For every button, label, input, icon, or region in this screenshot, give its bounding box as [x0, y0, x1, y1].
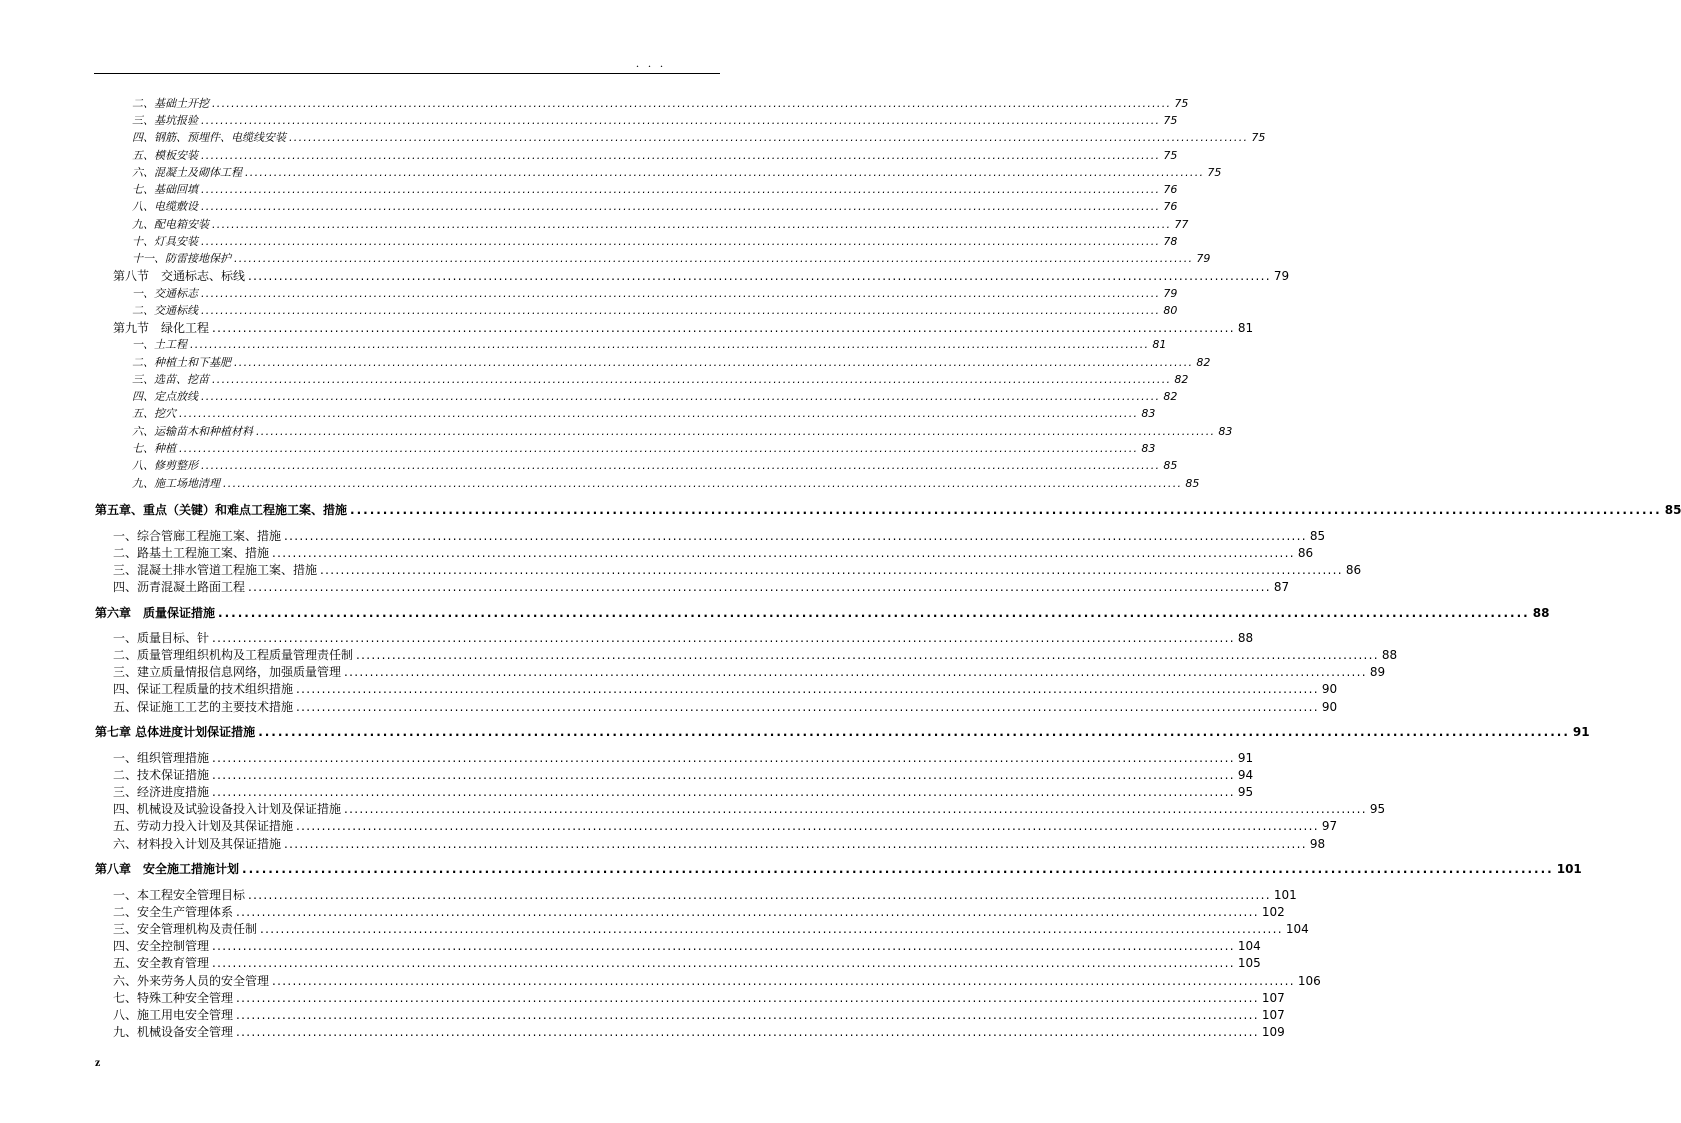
toc-entry-label: 四、机械设及试验设备投入计划及保证措施	[113, 802, 342, 816]
toc-entry-page-number: 90	[1321, 700, 1338, 714]
dot-leader: ........................................................................................................................................................................................................	[212, 631, 1235, 645]
toc-entry-label: 七、特殊工种安全管理	[113, 991, 234, 1005]
toc-item-entry[interactable]	[113, 990, 1285, 1006]
toc-entry-label: 九、机械设备安全管理	[113, 1025, 234, 1039]
dot-leader: ........................................................................................................................................................................................................	[248, 580, 1271, 594]
toc-entry-page-number: 82	[1174, 373, 1189, 386]
toc-item-entry[interactable]	[113, 955, 1261, 971]
toc-item-entry[interactable]	[132, 130, 1266, 146]
toc-item-entry[interactable]	[113, 664, 1386, 680]
toc-entry-page-number: 98	[1309, 837, 1326, 851]
toc-entry-label: 三、经济进度措施	[113, 785, 210, 799]
toc-entry-page-number: 75	[1251, 131, 1266, 144]
dot-leader: ........................................................................................................................................................................................................	[248, 888, 1271, 902]
toc-entry-page-number: 80	[1163, 304, 1178, 317]
dot-leader: ........................................................................................................................................................................................................	[201, 183, 1161, 196]
toc-entry-label: 三、安全管理机构及责任制	[113, 922, 258, 936]
toc-item-entry[interactable]	[132, 303, 1178, 319]
toc-entry-label: 六、混凝土及砌体工程	[132, 166, 242, 179]
dot-leader: ........................................................................................................................................................................................................	[201, 459, 1161, 472]
toc-entry-page-number: 109	[1261, 1025, 1285, 1039]
toc-entry-page-number: 76	[1163, 183, 1178, 196]
toc-entry-page-number: 106	[1297, 974, 1321, 988]
toc-entry-label: 一、土工程	[132, 338, 187, 351]
dot-leader: ........................................................................................................................................................................................................	[256, 425, 1216, 438]
toc-section-entry[interactable]	[113, 320, 1254, 336]
toc-item-entry[interactable]	[132, 389, 1178, 405]
toc-entry-page-number: 82	[1163, 390, 1178, 403]
toc-entry-label: 一、组织管理措施	[113, 751, 210, 765]
toc-chapter-entry[interactable]	[95, 861, 1582, 877]
dot-leader: ........................................................................................................................................................................................................	[296, 682, 1319, 696]
toc-item-entry[interactable]	[132, 406, 1156, 422]
toc-item-entry[interactable]	[113, 801, 1386, 817]
toc-item-entry[interactable]	[113, 784, 1254, 800]
toc-entry-label: 四、定点放线	[132, 390, 198, 403]
toc-entry-page-number: 94	[1237, 768, 1254, 782]
toc-entry-label: 六、材料投入计划及其保证措施	[113, 837, 282, 851]
toc-entry-page-number: 79	[1196, 252, 1211, 265]
toc-entry-label: 六、外来劳务人员的安全管理	[113, 974, 270, 988]
toc-entry-label: 四、沥青混凝土路面工程	[113, 580, 246, 594]
dot-leader: ........................................................................................................................................................................................................	[212, 751, 1235, 765]
toc-entry-page-number: 77	[1174, 218, 1189, 231]
dot-leader: ........................................................................................................................................................................................................	[234, 252, 1194, 265]
toc-entry-page-number: 76	[1163, 200, 1178, 213]
toc-entry-page-number: 88	[1381, 648, 1398, 662]
dot-leader: ........................................................................................................................................................................................................	[236, 905, 1259, 919]
toc-entry-label: 五、保证施工工艺的主要技术措施	[113, 700, 294, 714]
toc-entry-page-number: 83	[1141, 442, 1156, 455]
toc-entry-page-number: 75	[1163, 149, 1178, 162]
toc-entry-page-number: 75	[1207, 166, 1222, 179]
toc-entry-page-number: 88	[1237, 631, 1254, 645]
toc-entry-page-number: 97	[1321, 819, 1338, 833]
dot-leader: ........................................................................................................................................................................................................	[284, 529, 1307, 543]
toc-item-entry[interactable]	[113, 767, 1254, 783]
toc-entry-label: 九、配电箱安装	[132, 218, 209, 231]
dot-leader: ........................................................................................................................................................................................................	[201, 304, 1161, 317]
dot-leader: ........................................................................................................................................................................................................	[201, 114, 1161, 127]
dot-leader: ........................................................................................................................................................................................................	[201, 287, 1161, 300]
toc-item-entry[interactable]	[113, 545, 1314, 561]
dot-leader: ........................................................................................................................................................................................................	[272, 974, 1295, 988]
toc-entry-page-number: 102	[1261, 905, 1285, 919]
dot-leader: ........................................................................................................................................................................................................	[245, 166, 1205, 179]
dot-leader: ........................................................................................................................................................................................................	[212, 785, 1235, 799]
toc-entry-page-number: 104	[1285, 922, 1309, 936]
dot-leader: ........................................................................................................................................................................................................	[242, 862, 1554, 876]
toc-entry-label: 一、综合管廊工程施工案、措施	[113, 529, 282, 543]
toc-entry-label: 十、灯具安装	[132, 235, 198, 248]
toc-entry-label: 二、种植土和下基肥	[132, 356, 231, 369]
toc-item-entry[interactable]	[132, 476, 1200, 492]
toc-entry-page-number: 107	[1261, 1008, 1285, 1022]
toc-entry-page-number: 81	[1152, 338, 1167, 351]
dot-leader: ........................................................................................................................................................................................................	[179, 407, 1139, 420]
toc-item-entry[interactable]	[132, 217, 1189, 233]
toc-entry-label: 八、施工用电安全管理	[113, 1008, 234, 1022]
toc-item-entry[interactable]	[113, 647, 1398, 663]
toc-entry-label: 八、修剪整形	[132, 459, 198, 472]
toc-entry-label: 七、基础回填	[132, 183, 198, 196]
toc-entry-page-number: 83	[1218, 425, 1233, 438]
toc-item-entry[interactable]	[113, 750, 1254, 766]
toc-entry-page-number: 85	[1309, 529, 1326, 543]
toc-entry-label: 四、保证工程质量的技术组织措施	[113, 682, 294, 696]
toc-item-entry[interactable]	[113, 818, 1338, 834]
toc-item-entry[interactable]	[132, 251, 1211, 267]
toc-entry-label: 八、电缆敷设	[132, 200, 198, 213]
toc-chapter-entry[interactable]	[95, 605, 1550, 621]
toc-entry-page-number: 82	[1196, 356, 1211, 369]
toc-item-entry[interactable]	[132, 441, 1156, 457]
dot-leader: ........................................................................................................................................................................................................	[350, 503, 1662, 517]
toc-entry-label: 二、质量管理组织机构及工程质量管理责任制	[113, 648, 354, 662]
toc-entry-page-number: 79	[1273, 269, 1290, 283]
toc-entry-label: 三、建立质量情报信息网络，加强质量管理	[113, 665, 342, 679]
dot-leader: ........................................................................................................................................................................................................	[296, 700, 1319, 714]
toc-chapter-entry[interactable]	[95, 502, 1681, 518]
toc-entry-page-number: 87	[1273, 580, 1290, 594]
toc-item-entry[interactable]	[132, 372, 1189, 388]
toc-entry-page-number: 85	[1664, 503, 1681, 517]
dot-leader: ........................................................................................................................................................................................................	[201, 390, 1161, 403]
toc-entry-label: 四、钢筋、预埋件、电缆线安装	[132, 131, 286, 144]
toc-item-entry[interactable]	[113, 973, 1321, 989]
toc-item-entry[interactable]	[113, 630, 1254, 646]
dot-leader: ........................................................................................................................................................................................................	[236, 1008, 1259, 1022]
toc-entry-page-number: 101	[1556, 862, 1582, 876]
toc-entry-label: 三、基坑报验	[132, 114, 198, 127]
dot-leader: ........................................................................................................................................................................................................	[212, 97, 1172, 110]
toc-entry-page-number: 88	[1532, 606, 1550, 620]
toc-entry-label: 二、交通标线	[132, 304, 198, 317]
toc-item-entry[interactable]	[113, 579, 1290, 595]
toc-entry-label: 二、安全生产管理体系	[113, 905, 234, 919]
toc-entry-label: 第八节 交通标志、标线	[113, 269, 246, 283]
toc-entry-page-number: 90	[1321, 682, 1338, 696]
dot-leader: ........................................................................................................................................................................................................	[212, 321, 1235, 335]
toc-item-entry[interactable]	[113, 904, 1285, 920]
toc-entry-label: 二、路基土工程施工案、措施	[113, 546, 270, 560]
dot-leader: ........................................................................................................................................................................................................	[179, 442, 1139, 455]
toc-entry-page-number: 86	[1345, 563, 1362, 577]
dot-leader: ........................................................................................................................................................................................................	[248, 269, 1271, 283]
toc-entry-label: 四、安全控制管理	[113, 939, 210, 953]
toc-item-entry[interactable]	[132, 148, 1178, 164]
toc-item-entry[interactable]	[113, 836, 1326, 852]
toc-entry-label: 三、选苗、挖苗	[132, 373, 209, 386]
dot-leader: ........................................................................................................................................................................................................	[356, 648, 1379, 662]
dot-leader: ........................................................................................................................................................................................................	[212, 373, 1172, 386]
dot-leader: ........................................................................................................................................................................................................	[260, 922, 1283, 936]
toc-entry-page-number: 85	[1163, 459, 1178, 472]
toc-item-entry[interactable]	[132, 234, 1178, 250]
toc-item-entry[interactable]	[132, 96, 1189, 112]
toc-entry-page-number: 78	[1163, 235, 1178, 248]
toc-entry-label: 一、本工程安全管理目标	[113, 888, 246, 902]
toc-entry-label: 第五章、重点（关键）和难点工程施工案、措施	[95, 503, 348, 517]
dot-leader: ........................................................................................................................................................................................................	[212, 956, 1235, 970]
dot-leader: ........................................................................................................................................................................................................	[218, 606, 1530, 620]
dot-leader: ........................................................................................................................................................................................................	[212, 768, 1235, 782]
toc-entry-label: 五、模板安装	[132, 149, 198, 162]
toc-entry-page-number: 75	[1174, 97, 1189, 110]
toc-entry-page-number: 91	[1572, 725, 1590, 739]
toc-entry-label: 六、运输苗木和种植材料	[132, 425, 253, 438]
toc-entry-page-number: 83	[1141, 407, 1156, 420]
toc-item-entry[interactable]	[113, 528, 1326, 544]
toc-entry-page-number: 89	[1369, 665, 1386, 679]
toc-item-entry[interactable]	[113, 699, 1338, 715]
toc-item-entry[interactable]	[132, 458, 1178, 474]
toc-item-entry[interactable]	[132, 182, 1178, 198]
toc-entry-label: 一、质量目标、针	[113, 631, 210, 645]
toc-section-entry[interactable]	[113, 268, 1290, 284]
toc-item-entry[interactable]	[132, 165, 1222, 181]
toc-entry-page-number: 91	[1237, 751, 1254, 765]
toc-item-entry[interactable]	[113, 1024, 1285, 1040]
toc-entry-page-number: 75	[1163, 114, 1178, 127]
dot-leader: ........................................................................................................................................................................................................	[258, 725, 1570, 739]
toc-item-entry[interactable]	[132, 113, 1178, 129]
toc-entry-page-number: 81	[1237, 321, 1254, 335]
dot-leader: ........................................................................................................................................................................................................	[284, 837, 1307, 851]
dot-leader: ........................................................................................................................................................................................................	[344, 665, 1367, 679]
toc-entry-page-number: 79	[1163, 287, 1178, 300]
toc-item-entry[interactable]	[113, 562, 1362, 578]
footer-mark: z	[95, 1055, 101, 1069]
toc-entry-label: 七、种植	[132, 442, 176, 455]
toc-entry-page-number: 95	[1369, 802, 1386, 816]
dot-leader: ........................................................................................................................................................................................................	[234, 356, 1194, 369]
dot-leader: ........................................................................................................................................................................................................	[236, 991, 1259, 1005]
dot-leader: ........................................................................................................................................................................................................	[201, 200, 1161, 213]
toc-entry-label: 二、基础土开挖	[132, 97, 209, 110]
toc-item-entry[interactable]	[132, 337, 1167, 353]
toc-entry-page-number: 104	[1237, 939, 1261, 953]
dot-leader: ........................................................................................................................................................................................................	[289, 131, 1249, 144]
dot-leader: ........................................................................................................................................................................................................	[212, 218, 1172, 231]
toc-item-entry[interactable]	[113, 887, 1297, 903]
toc-entry-label: 五、挖穴	[132, 407, 176, 420]
toc-item-entry[interactable]	[113, 1007, 1285, 1023]
toc-item-entry[interactable]	[113, 681, 1338, 697]
header-dots: . . .	[636, 56, 666, 70]
toc-entry-label: 三、混凝土排水管道工程施工案、措施	[113, 563, 318, 577]
toc-item-entry[interactable]	[132, 286, 1178, 302]
dot-leader: ........................................................................................................................................................................................................	[201, 235, 1161, 248]
toc-entry-label: 第七章 总体进度计划保证措施	[95, 725, 256, 739]
toc-chapter-entry[interactable]	[95, 724, 1590, 740]
toc-item-entry[interactable]	[132, 199, 1178, 215]
toc-item-entry[interactable]	[113, 921, 1309, 937]
toc-entry-label: 第八章 安全施工措施计划	[95, 862, 240, 876]
dot-leader: ........................................................................................................................................................................................................	[190, 338, 1150, 351]
toc-entry-page-number: 107	[1261, 991, 1285, 1005]
toc-entry-page-number: 101	[1273, 888, 1297, 902]
toc-item-entry[interactable]	[132, 424, 1233, 440]
toc-entry-label: 五、劳动力投入计划及其保证措施	[113, 819, 294, 833]
dot-leader: ........................................................................................................................................................................................................	[223, 477, 1183, 490]
toc-item-entry[interactable]	[113, 938, 1261, 954]
dot-leader: ........................................................................................................................................................................................................	[212, 939, 1235, 953]
dot-leader: ........................................................................................................................................................................................................	[320, 563, 1343, 577]
dot-leader: ........................................................................................................................................................................................................	[344, 802, 1367, 816]
toc-entry-label: 十一、防雷接地保护	[132, 252, 231, 265]
dot-leader: ........................................................................................................................................................................................................	[272, 546, 1295, 560]
dot-leader: ........................................................................................................................................................................................................	[296, 819, 1319, 833]
toc-entry-page-number: 85	[1185, 477, 1200, 490]
dot-leader: ........................................................................................................................................................................................................	[236, 1025, 1259, 1039]
toc-entry-label: 五、安全教育管理	[113, 956, 210, 970]
dot-leader: ........................................................................................................................................................................................................	[201, 149, 1161, 162]
toc-item-entry[interactable]	[132, 355, 1211, 371]
toc-entry-label: 一、交通标志	[132, 287, 198, 300]
toc-entry-label: 九、施工场地清理	[132, 477, 220, 490]
toc-entry-label: 二、技术保证措施	[113, 768, 210, 782]
toc-entry-label: 第六章 质量保证措施	[95, 606, 216, 620]
toc-entry-page-number: 95	[1237, 785, 1254, 799]
toc-entry-page-number: 86	[1297, 546, 1314, 560]
toc-entry-page-number: 105	[1237, 956, 1261, 970]
toc-entry-label: 第九节 绿化工程	[113, 321, 210, 335]
